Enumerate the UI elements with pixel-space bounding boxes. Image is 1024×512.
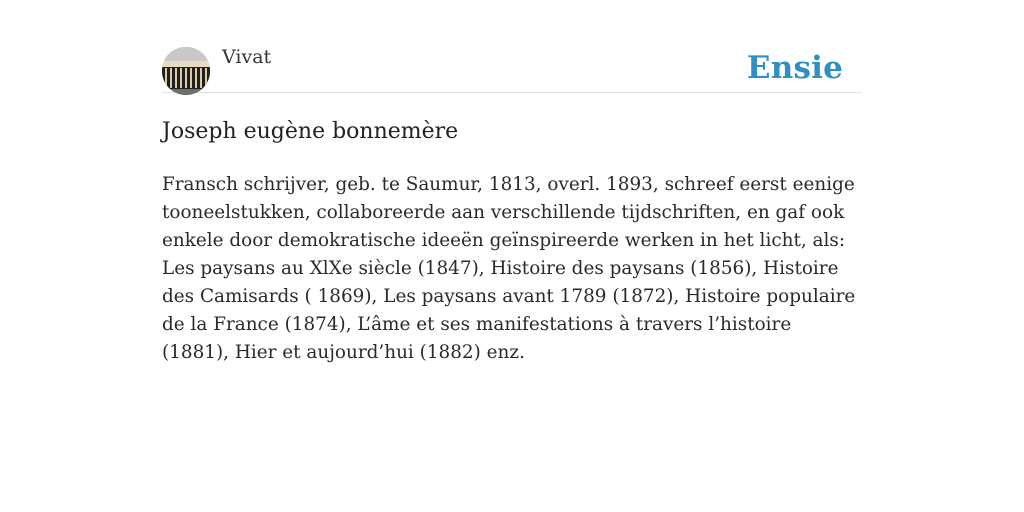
- source-avatar[interactable]: [162, 47, 210, 95]
- article-title: Joseph eugène bonnemère: [162, 119, 459, 144]
- page-container: [162, 0, 862, 367]
- ensie-logo-link[interactable]: Ensie: [746, 50, 843, 86]
- source-name-link[interactable]: Vivat: [222, 46, 272, 68]
- header: [162, 0, 862, 93]
- article-body: Fransch schrijver, geb. te Saumur, 1813, overl. 1893, schreef eerst eenige tooneelstukken, collaboreerde aan verschillende tijdschriften, en gaf ook enkele door demokratische ideeën geïnspireerde werken in het licht, als: Les paysans au XlXe siècle (1847), Histoire des paysans (1856), Histoire des Camisards ( 1869), Les paysans avant 1789 (1872), Histoire populaire de la France (1874), L’âme et ses manifestations à travers l’histoire (1881), Hier et aujourd’hui (1882) enz.: [162, 174, 856, 363]
- bookshelf-avatar-icon: [162, 47, 210, 95]
